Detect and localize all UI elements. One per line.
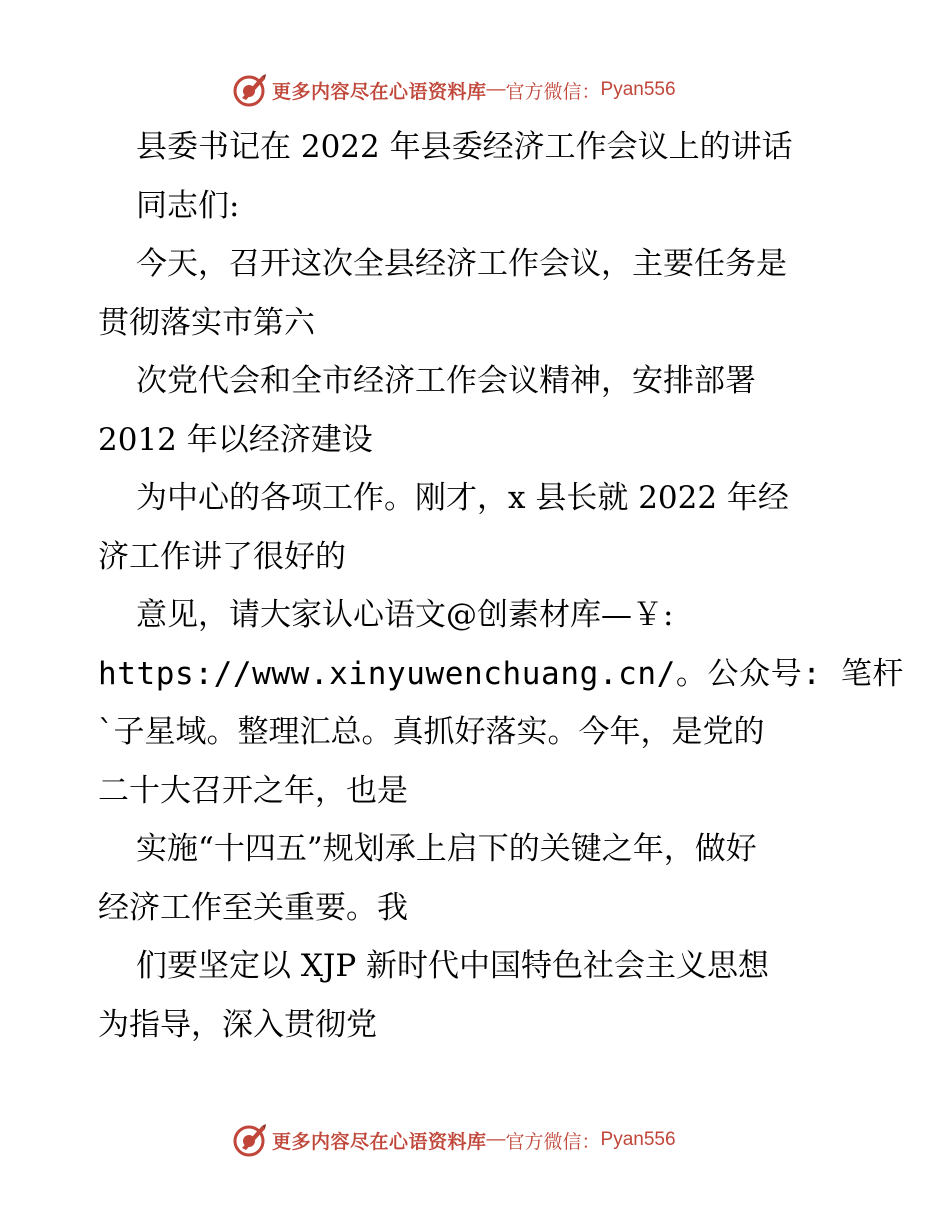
watermark-brand: 更多内容尽在心语资料库	[272, 80, 487, 103]
document-title: 县委书记在 2022 年县委经济工作会议上的讲话	[136, 129, 793, 165]
paragraph-line: 2012 年以经济建设	[98, 421, 373, 458]
paragraph-line: 济工作讲了很好的	[98, 538, 346, 575]
paragraph-line: 贯彻落实市第六	[98, 304, 315, 341]
header-watermark	[232, 70, 752, 110]
quill-logo-icon	[232, 72, 268, 108]
paragraph-line: 为中心的各项工作。刚才，x 县长就 2022 年经	[136, 480, 789, 516]
watermark-brand: 更多内容尽在心语资料库	[272, 1130, 487, 1153]
paragraph-line: 为指导，深入贯彻党	[98, 1006, 377, 1043]
paragraph-line: 意见，请大家认心语文@创素材库—￥:	[136, 597, 674, 633]
paragraph-line: 今天，召开这次全县经济工作会议，主要任务是	[136, 246, 787, 282]
paragraph-line: 实施“十四五”规划承上启下的关键之年，做好	[136, 831, 757, 867]
quill-logo-icon	[232, 1122, 268, 1158]
watermark-contact-label: 官方微信：	[505, 1130, 601, 1153]
watermark-contact-label: 官方微信：	[505, 80, 601, 103]
paragraph-line: `子星域。整理汇总。真抓好落实。今年，是党的	[98, 714, 765, 750]
document-body	[98, 118, 905, 1054]
watermark-separator: —	[486, 1129, 506, 1150]
paragraph-line: 们要坚定以 XJP 新时代中国特色社会主义思想	[136, 948, 770, 984]
watermark-handle: Pyan556	[600, 79, 676, 100]
footer-watermark	[232, 1120, 752, 1160]
paragraph-line: 经济工作至关重要。我	[98, 889, 408, 926]
salutation: 同志们:	[136, 187, 240, 224]
url-line: https://www.xinyuwenchuang.cn/。公众号: 笔杆	[98, 655, 905, 692]
watermark-separator: —	[486, 79, 506, 100]
paragraph-line: 次党代会和全市经济工作会议精神，安排部署	[136, 363, 756, 399]
watermark-handle: Pyan556	[600, 1129, 676, 1150]
paragraph-line: 二十大召开之年，也是	[98, 772, 408, 809]
